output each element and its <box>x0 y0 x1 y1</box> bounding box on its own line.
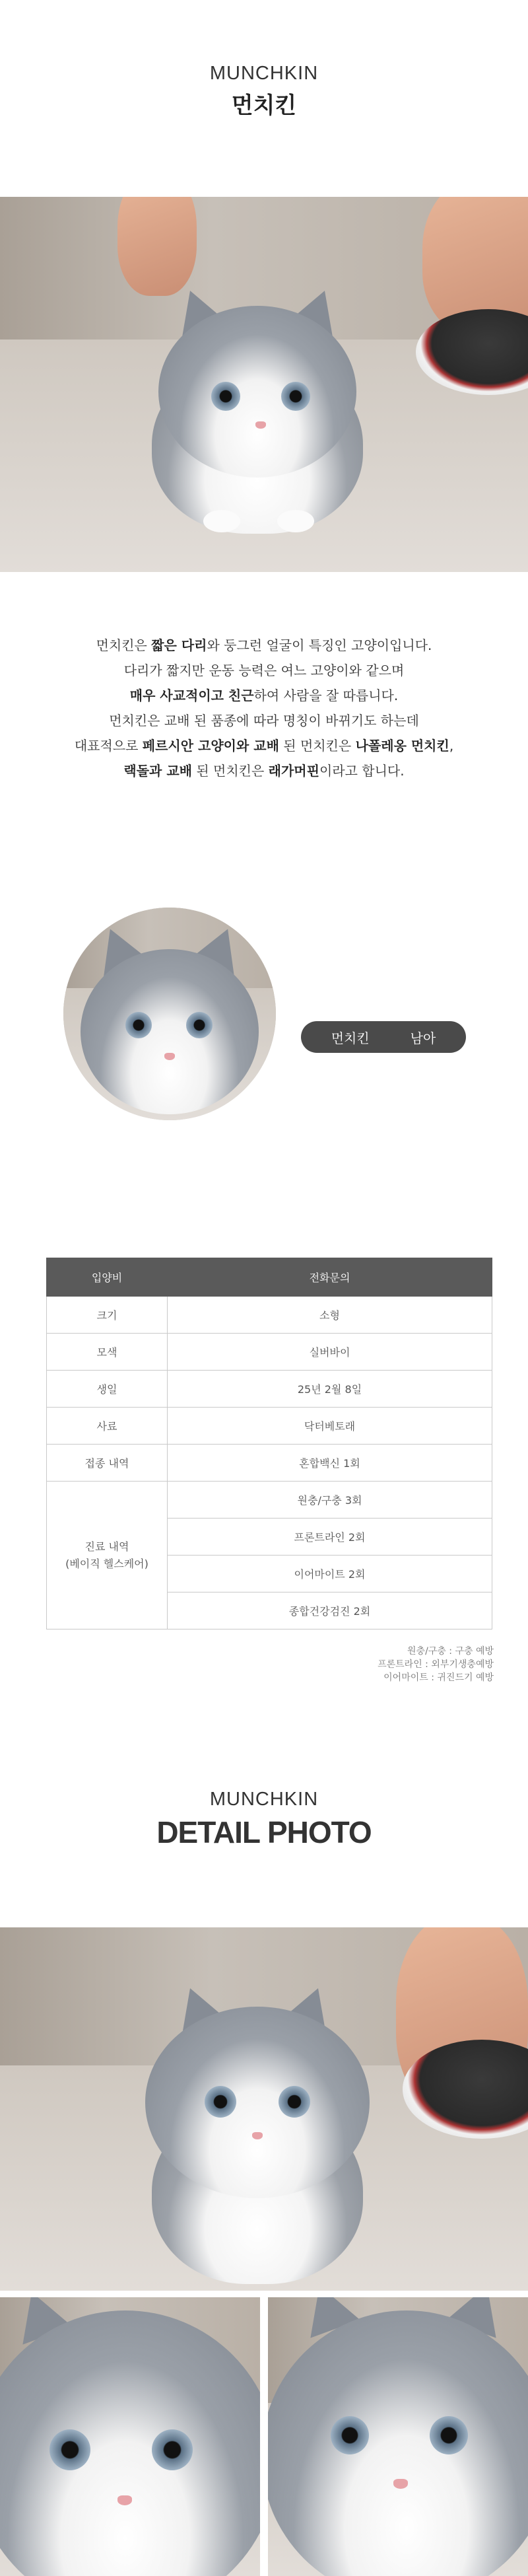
description-text: 된 먼치킨은 <box>279 738 356 754</box>
description-emphasis: 매우 사교적이고 친근 <box>129 688 254 703</box>
table-row <box>47 1371 492 1408</box>
description-text: 와 둥그런 얼굴이 특징인 고양이입니다. <box>207 637 432 653</box>
table-row <box>47 1408 492 1445</box>
description-text: 하여 사람을 잘 따릅니다. <box>253 688 399 703</box>
adoption-fee-label: 입양비 <box>47 1258 168 1297</box>
row-value: 닥터베토래 <box>168 1408 492 1445</box>
row-value: 실버바이 <box>168 1334 492 1371</box>
adoption-fee-value: 전화문의 <box>168 1258 492 1297</box>
description-line <box>0 633 528 658</box>
care-label-line1: 진료 내역 <box>84 1540 129 1553</box>
row-label: 생일 <box>47 1371 168 1408</box>
table-row <box>47 1445 492 1482</box>
profile-sex: 남아 <box>410 1030 436 1046</box>
description-line <box>0 683 528 708</box>
breed-title-en: MUNCHKIN <box>209 63 319 84</box>
description-emphasis: 나폴레옹 먼치킨 <box>355 738 449 754</box>
description-line <box>0 758 528 783</box>
care-history-label <box>47 1482 168 1629</box>
table-row <box>47 1482 492 1519</box>
info-table <box>46 1258 492 1629</box>
description-line <box>0 733 528 758</box>
care-value: 프론트라인 2회 <box>168 1519 492 1556</box>
profile-badge <box>301 1021 466 1053</box>
detail-subtitle: DETAIL PHOTO <box>156 1815 372 1849</box>
description-text: 이라고 합니다. <box>319 763 405 779</box>
description-text: 먼치킨은 교배 된 품종에 따라 명칭이 바뀌기도 하는데 <box>109 713 419 729</box>
description-line <box>0 708 528 733</box>
description-text: 먼치킨은 <box>96 637 152 653</box>
care-value: 원충/구충 3회 <box>168 1482 492 1519</box>
detail-photo-main <box>0 1927 528 2291</box>
description-line <box>0 658 528 683</box>
row-label: 모색 <box>47 1334 168 1371</box>
description-text: 다리가 짧지만 운동 능력은 여느 고양이와 같으며 <box>123 662 405 678</box>
row-label: 크기 <box>47 1297 168 1334</box>
description-emphasis: 래가머핀 <box>268 763 319 779</box>
description-emphasis: 랙돌과 교배 <box>123 763 192 779</box>
profile-breed: 먼치킨 <box>331 1030 370 1046</box>
description-text: 된 먼치킨은 <box>191 763 269 779</box>
row-value: 소형 <box>168 1297 492 1334</box>
description-emphasis: 페르시안 고양이와 교배 <box>142 738 279 754</box>
detail-photo-left <box>0 2297 260 2576</box>
description-text: 대표적으로 <box>74 738 143 754</box>
note-line: 원충/구충 : 구충 예방 <box>407 1646 494 1657</box>
table-row <box>47 1297 492 1334</box>
row-label: 사료 <box>47 1408 168 1445</box>
table-row <box>47 1334 492 1371</box>
care-value: 종합건강검진 2회 <box>168 1592 492 1629</box>
kitten-avatar <box>63 908 276 1120</box>
note-line: 이어마이트 : 귀진드기 예방 <box>383 1672 494 1683</box>
breed-title-kr: 먼치킨 <box>231 92 297 119</box>
row-value: 25년 2월 8일 <box>168 1371 492 1408</box>
detail-title-en: MUNCHKIN <box>209 1789 319 1810</box>
row-value: 혼합백신 1회 <box>168 1445 492 1482</box>
detail-header <box>0 1789 528 1850</box>
care-value: 이어마이트 2회 <box>168 1556 492 1592</box>
detail-photo-right <box>268 2297 528 2576</box>
description-emphasis: 짧은 다리 <box>151 637 207 653</box>
note-line: 프론트라인 : 외부기생충예방 <box>378 1659 494 1670</box>
hero-photo <box>0 197 528 572</box>
table-header-row <box>47 1258 492 1297</box>
description-text: , <box>449 738 454 754</box>
row-label: 접종 내역 <box>47 1445 168 1482</box>
breed-description <box>0 633 528 783</box>
page-header <box>0 63 528 120</box>
care-notes <box>378 1645 494 1684</box>
care-label-line2: (베이직 헬스케어) <box>65 1557 148 1570</box>
